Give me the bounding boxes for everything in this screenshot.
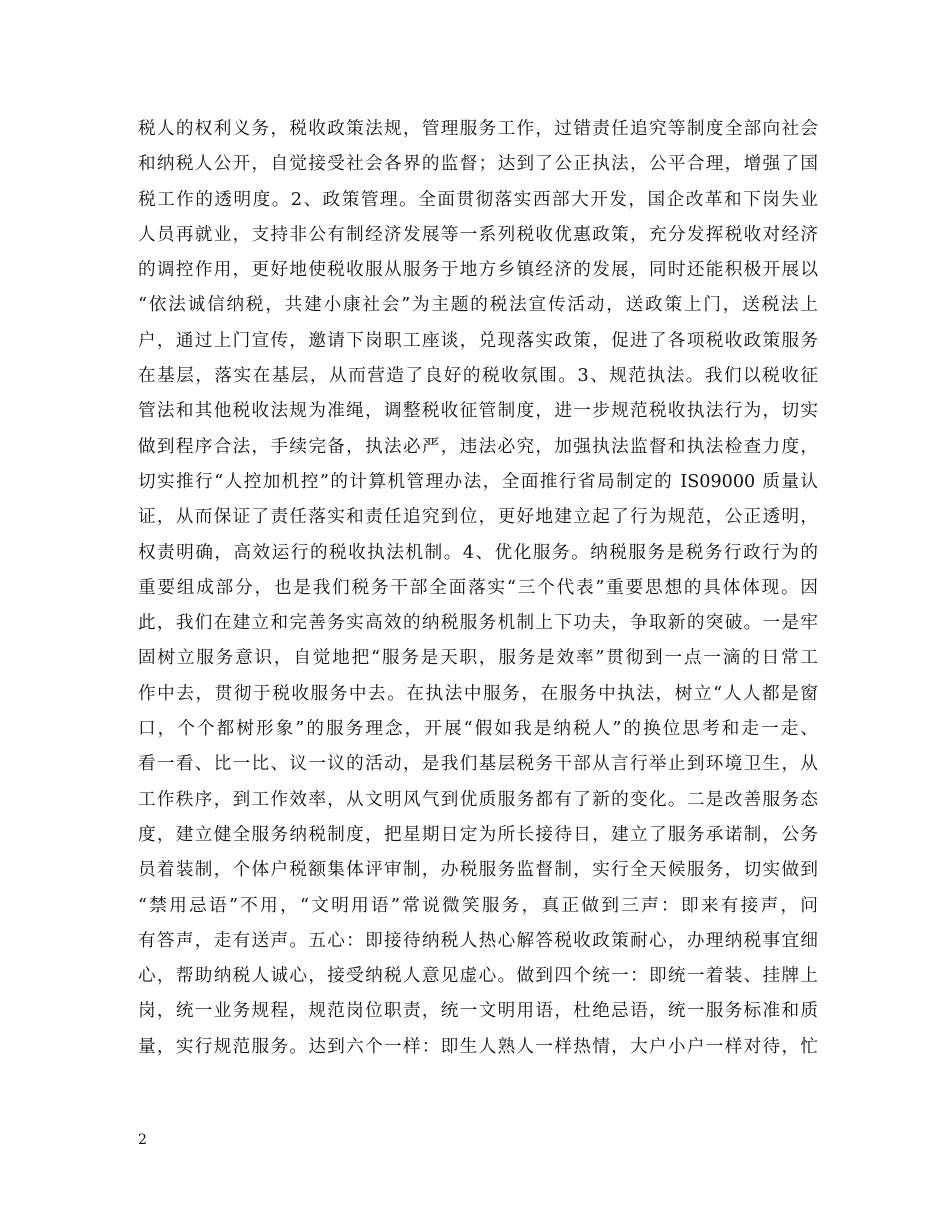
text-line: 做到程序合法，手续完备，执法必严，违法必究，加强执法监督和执法检查力度，	[138, 436, 818, 457]
text-line: “依法诚信纳税，共建小康社会”为主题的税法宣传活动，送政策上门，送税法上	[138, 295, 818, 316]
text-line: 重要组成部分，也是我们税务干部全面落实“三个代表”重要思想的具体体现。因	[138, 577, 818, 598]
text-line: 管法和其他税收法规为准绳，调整税收征管制度，进一步规范税收执法行为，切实	[138, 401, 818, 422]
text-line: 工作秩序，到工作效率，从文明风气到优质服务都有了新的变化。二是改善服务态	[138, 789, 818, 810]
text-line: 度，建立健全服务纳税制度，把星期日定为所长接待日，建立了服务承诺制，公务	[138, 824, 818, 845]
text-line: 和纳税人公开，自觉接受社会各界的监督；达到了公正执法，公平合理，增强了国	[138, 154, 818, 175]
text-line: 的调控作用，更好地使税收服从服务于地方乡镇经济的发展，同时还能积极开展以	[138, 260, 818, 281]
text-line: 税人的权利义务，税收政策法规，管理服务工作，过错责任追究等制度全部向社会	[138, 119, 818, 139]
text-line: 有答声，走有送声。五心：即接待纳税人热心解答税收政策耐心，办理纳税事宜细	[138, 930, 818, 951]
text-line: 口，个个都树形象”的服务理念，开展“假如我是纳税人”的换位思考和走一走、	[138, 719, 818, 740]
text-line: 固树立服务意识，自觉地把“服务是天职，服务是效率”贯彻到一点一滴的日常工	[138, 648, 818, 669]
text-line: 作中去，贯彻于税收服务中去。在执法中服务，在服务中执法，树立“人人都是窗	[138, 683, 818, 704]
text-line: 权责明确，高效运行的税收执法机制。4、优化服务。纳税服务是税务行政行为的	[138, 542, 818, 563]
page-number: 2	[138, 1132, 147, 1148]
text-line: 证，从而保证了责任落实和责任追究到位，更好地建立起了行为规范，公正透明，	[138, 507, 818, 528]
text-line: 岗，统一业务规程，规范岗位职责，统一文明用语，杜绝忌语，统一服务标准和质	[138, 1001, 818, 1022]
text-line: “禁用忌语”不用，“文明用语”常说微笑服务，真正做到三声：即来有接声，问	[138, 895, 818, 916]
text-line: 心，帮助纳税人诚心，接受纳税人意见虚心。做到四个统一：即统一着装、挂牌上	[138, 966, 818, 987]
text-line: 税工作的透明度。2、政策管理。全面贯彻落实西部大开发，国企改革和下岗失业	[138, 189, 818, 210]
text-line: 此，我们在建立和完善务实高效的纳税服务机制上下功夫，争取新的突破。一是牢	[138, 613, 818, 634]
text-line: 人员再就业，支持非公有制经济发展等一系列税收优惠政策，充分发挥税收对经济	[138, 224, 818, 245]
text-line: 员着装制，个体户税额集体评审制，办税服务监督制，实行全天候服务，切实做到	[138, 860, 818, 881]
text-line: 户，通过上门宣传，邀请下岗职工座谈，兑现落实政策，促进了各项税收政策服务	[138, 330, 818, 351]
text-line: 量，实行规范服务。达到六个一样：即生人熟人一样热情，大户小户一样对待，忙	[138, 1036, 818, 1057]
text-line: 看一看、比一比、议一议的活动，是我们基层税务干部从言行举止到环境卫生，从	[138, 754, 818, 775]
text-line: 在基层，落实在基层，从而营造了良好的税收氛围。3、规范执法。我们以税收征	[138, 366, 818, 387]
text-line: 切实推行“人控加机控”的计算机管理办法，全面推行省局制定的 IS09000 质量认	[138, 471, 818, 492]
body-text	[138, 112, 818, 1065]
